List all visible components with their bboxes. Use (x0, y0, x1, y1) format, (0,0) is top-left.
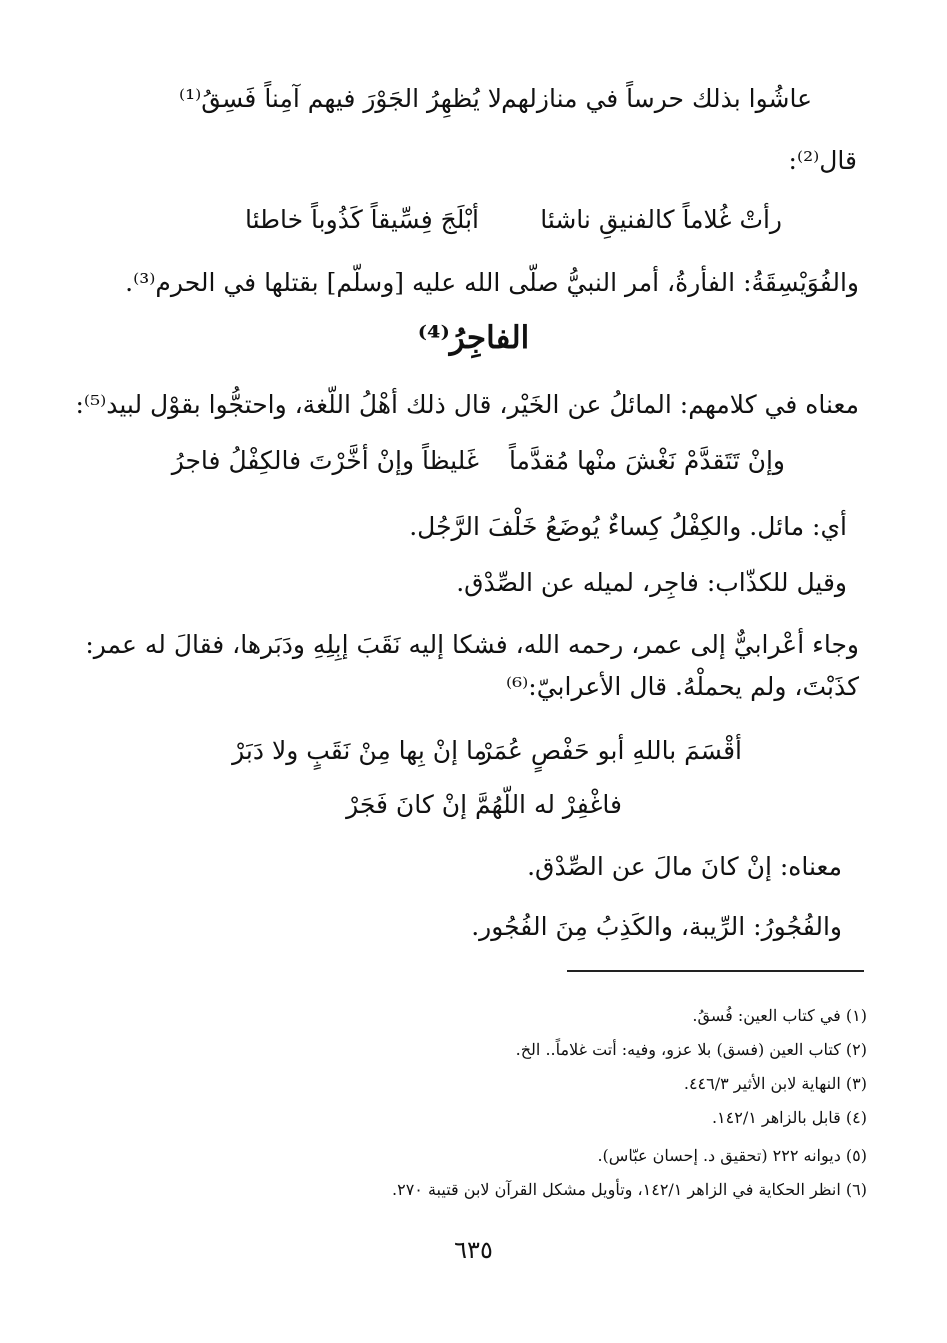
footnote-1: (١) في كتاب العين: فُسقُ. (692, 1006, 867, 1025)
verse-1-second-hemistich: لا يُظهِرُ الجَوْرَ فيهم آمِناً فَسِقُ⁽¹⁾ (178, 84, 502, 113)
meaning-line-2: معناه: إنْ كانَ مالَ عن الصِّدْق. (527, 852, 842, 881)
verse-4-first-hemistich: أقْسَمَ باللهِ أبو حَفْصٍ عُمَرْ (479, 736, 742, 765)
meaning-paragraph: معناه في كلامهم: المائلُ عن الخَيْر، قال ذلك أهْلُ اللّغة، واحتجُّوا بقوْل لبيد⁽⁵⁾: (75, 390, 859, 419)
fujur-line: والفُجُورُ: الرِّيبة، والكَذِبُ مِنَ الفُجُور. (471, 912, 842, 941)
footnote-5: (٥) ديوانه ٢٢٢ (تحقيق د. إحسان عبّاس). (597, 1146, 867, 1165)
verse-2-second-hemistich: أبْلَجَ فِسِّيقاً كَذُوباً خاطئا (244, 205, 479, 234)
footnote-2: (٢) كتاب العين (فسق) بلا عزو، وفيه: أتت غلاماً.. الخ. (515, 1040, 867, 1059)
verse-5: فاغْفِرْ له اللّهُمَّ إنْ كانَ فَجَرْ (346, 790, 622, 819)
footnote-3: (٣) النهاية لابن الأثير ٤٤٦/٣. (683, 1074, 867, 1093)
verse-1-first-hemistich: عاشُوا بذلك حرساً في منازلهم (501, 84, 812, 113)
kifl-explanation: أي: مائل. والكِفْلُ كِساءٌ يُوضَعُ خَلْفَ الرَّجُل. (409, 512, 847, 541)
verse-4-second-hemistich: ما إنْ بِها مِنْ نَقَبٍ ولا دَبَرْ (232, 736, 487, 765)
liar-line: وقيل للكذّاب: فاجِر، لميله عن الصِّدْق. (456, 568, 847, 597)
footnote-separator (567, 970, 864, 972)
entry-heading: الفاجِرُ⁽⁴⁾ (417, 320, 530, 356)
footnote-6: (٦) انظر الحكاية في الزاهر ١٤٢/١، وتأويل مشكل القرآن لابن قتيبة ٢٧٠. (392, 1180, 867, 1199)
verse-3-second-hemistich: غَليظاً وإنْ أخَّرْتَ فالكِفْلُ فاجرُ (171, 446, 479, 475)
verse-3-first-hemistich: وإنْ تَتَقدَّمْ نَغْشَ منْها مُقدَّماً (508, 446, 785, 475)
footnote-4: (٤) قابل بالزاهر ١٤٢/١. (711, 1108, 867, 1127)
bedouin-paragraph-line-1: وجاء أعْرابيٌّ إلى عمر، رحمه الله، فشكا إليه نَقَبَ إبِلِهِ ودَبَرها، فقالَ له عمر: (85, 630, 859, 659)
bedouin-paragraph-line-2: كذَبْتَ، ولم يحملْهُ. قال الأعرابيّ:⁽⁶⁾ (505, 672, 859, 701)
qala-line: قال⁽²⁾: (788, 146, 857, 175)
fuwaysiqa-paragraph: والفُوَيْسِقَةُ: الفأرةُ، أمر النبيُّ صلّى الله عليه [وسلّم] بقتلها في الحرم⁽³⁾. (125, 268, 859, 297)
verse-2-first-hemistich: رأتْ غُلاماً كالفنيقِ ناشئا (540, 205, 782, 234)
page-number: ٦٣٥ (454, 1236, 493, 1264)
